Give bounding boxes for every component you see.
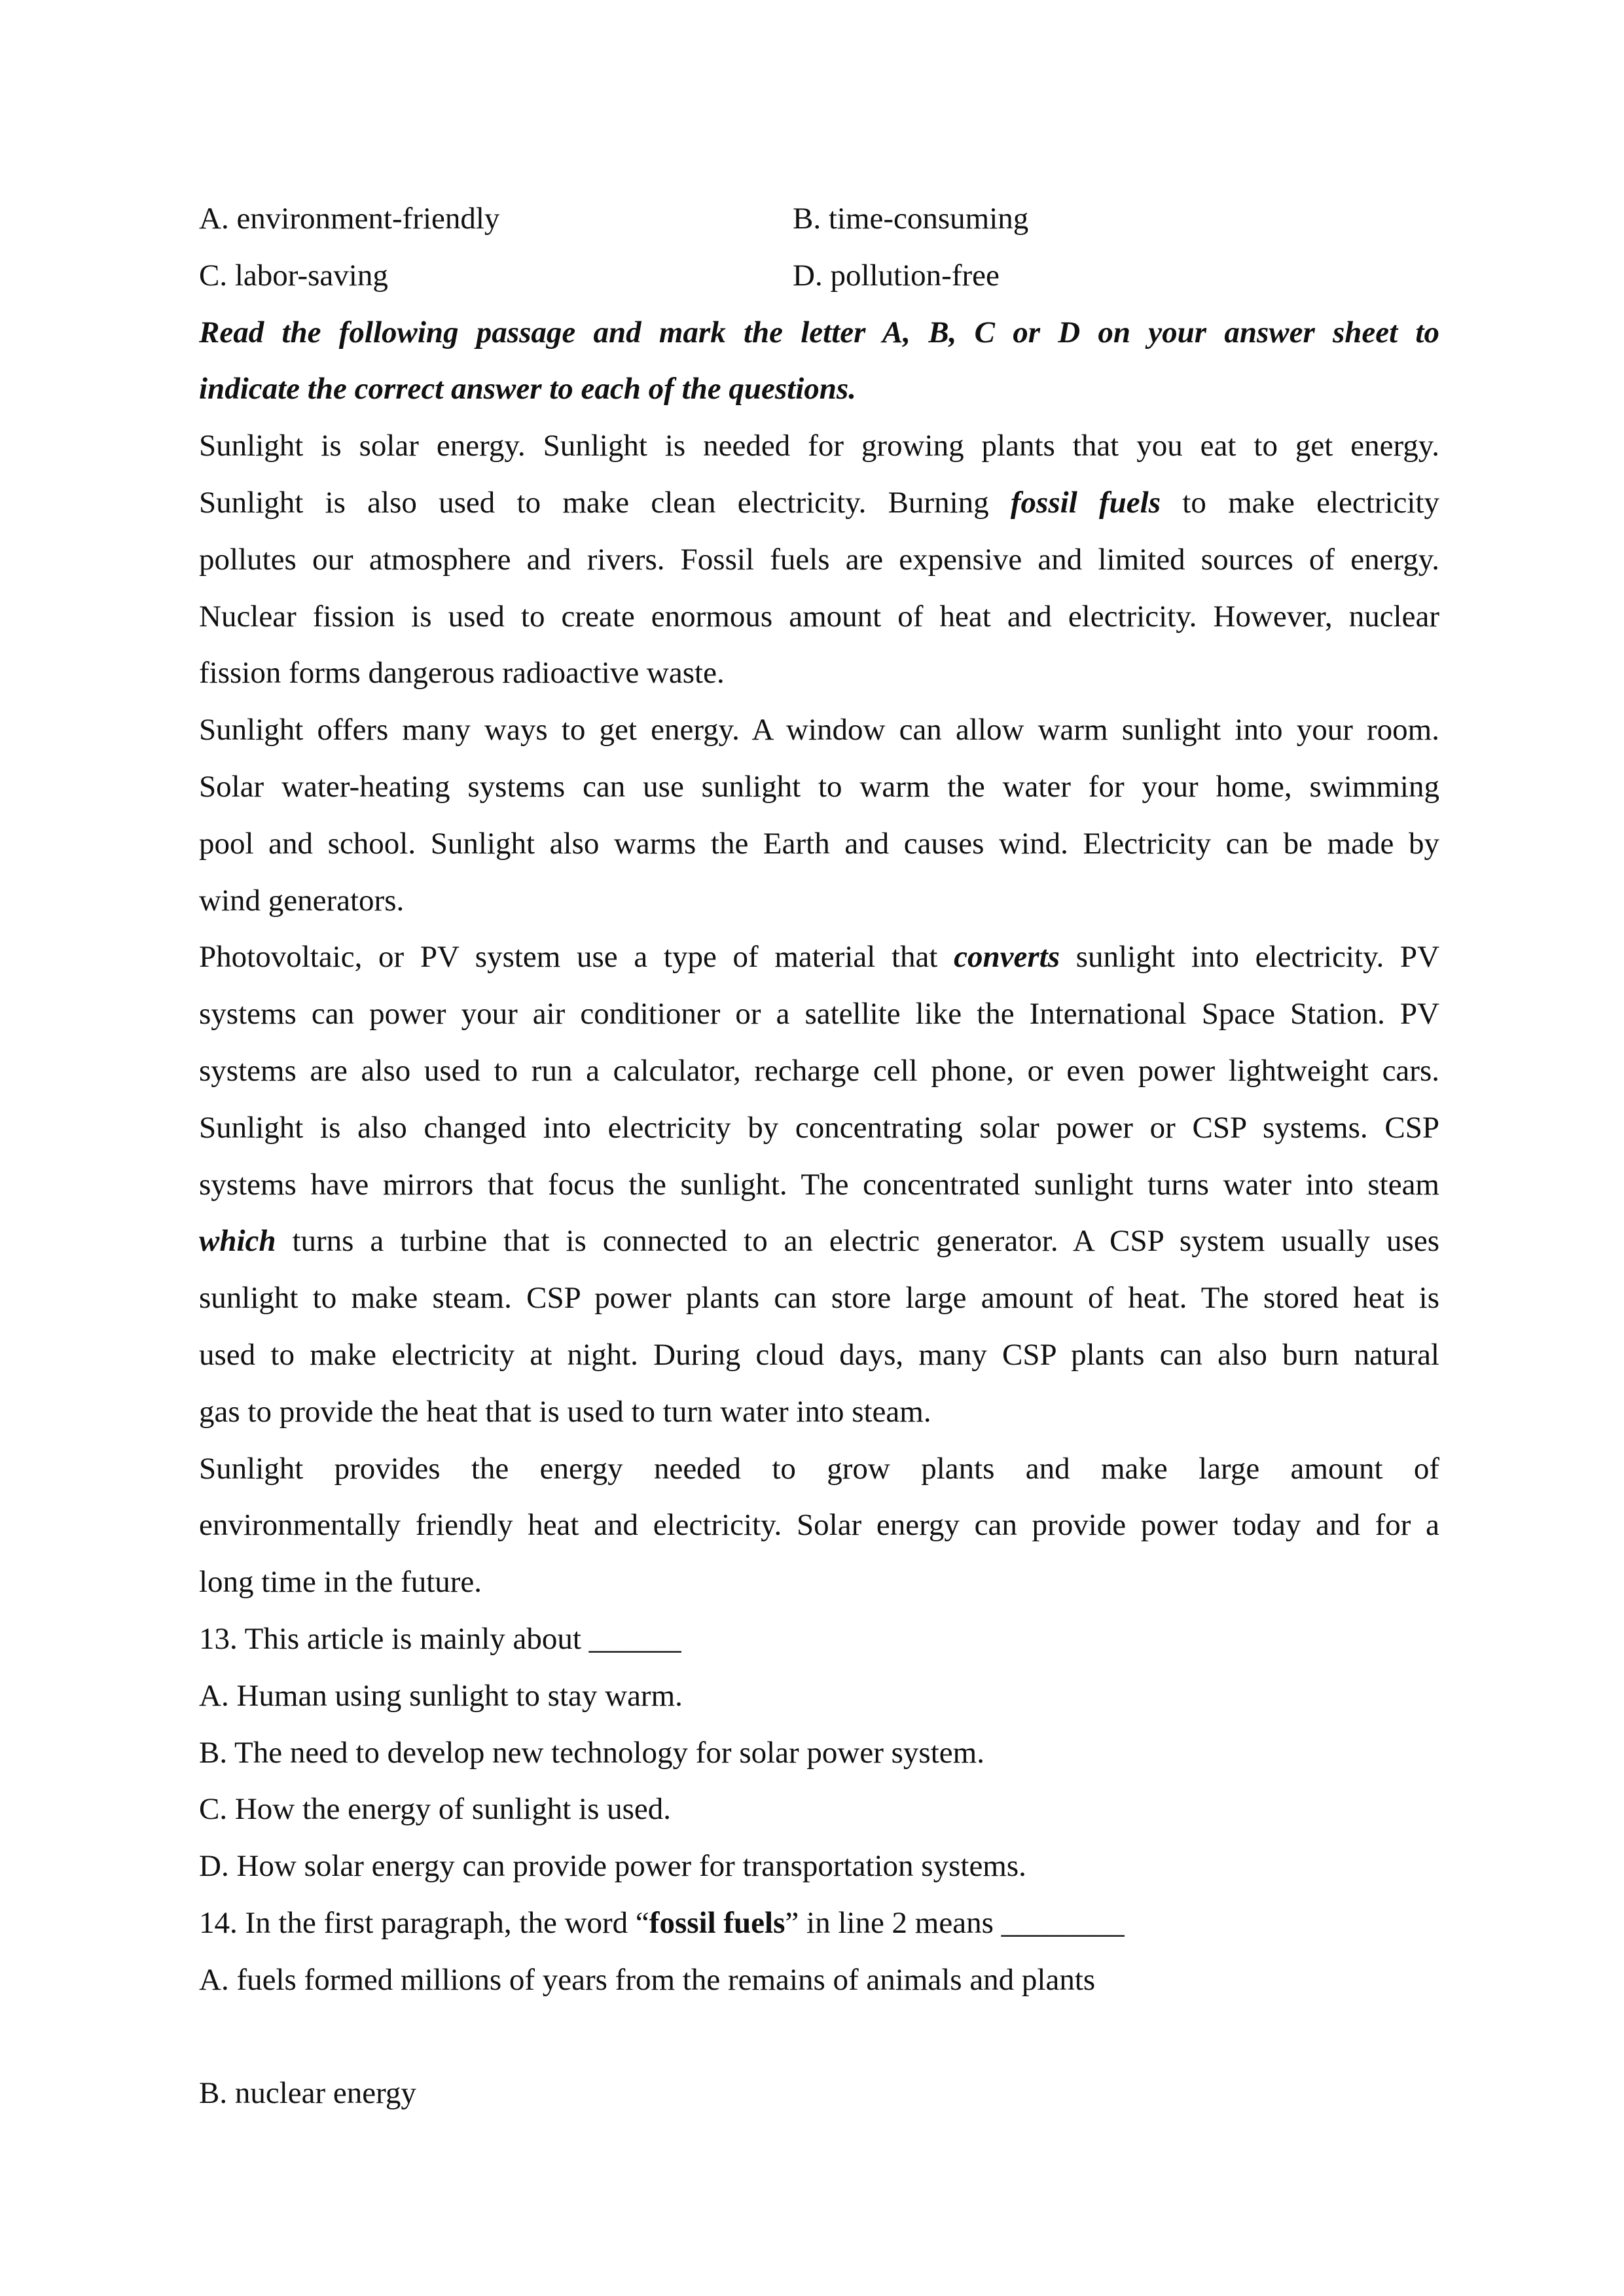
text-line	[199, 1392, 1439, 1431]
text-segment: used to make electricity at night. During cloud days, many CSP plants can also burn natural	[199, 1338, 1439, 1372]
text-line	[199, 1051, 1439, 1090]
text-segment: turns a turbine that is connected to an electric generator. A CSP system usually uses	[276, 1224, 1439, 1258]
emphasized-text: fossil fuels	[649, 1906, 785, 1940]
text-segment: to make electricity	[1161, 486, 1439, 520]
text-line	[199, 1789, 1439, 1829]
text-segment: 14. In the first paragraph, the word “	[199, 1906, 649, 1940]
text-segment: pool and school. Sunlight also warms the Earth and causes wind. Electricity can be made by	[199, 827, 1439, 861]
emphasized-text: which	[199, 1224, 276, 1258]
text-line	[199, 1278, 1439, 1318]
text-segment: Sunlight provides the energy needed to grow plants and make large amount of	[199, 1452, 1439, 1486]
text-line	[199, 653, 1439, 692]
option-row-cd	[199, 256, 1439, 295]
text-line	[199, 1676, 1439, 1715]
text-segment: B. The need to develop new technology for solar power system.	[199, 1736, 984, 1770]
text-segment: wind generators.	[199, 884, 405, 918]
text-segment: long time in the future.	[199, 1565, 482, 1599]
text-segment: Photovoltaic, or PV system use a type of material that	[199, 940, 954, 974]
text-segment: systems can power your air conditioner or a satellite like the International Space Station. PV	[199, 997, 1439, 1031]
text-line	[199, 1505, 1439, 1545]
option-d: D. pollution-free	[793, 259, 1000, 293]
text-line	[199, 540, 1439, 579]
text-line	[199, 1562, 1439, 1602]
text-segment: environmentally friendly heat and electricity. Solar energy can provide power today and for a	[199, 1508, 1439, 1542]
text-segment: Solar water-heating systems can use sunlight to warm the water for your home, swimming	[199, 770, 1439, 804]
text-segment: sunlight into electricity. PV	[1060, 940, 1440, 974]
text-segment: Sunlight is solar energy. Sunlight is needed for growing plants that you eat to get energy.	[199, 429, 1439, 463]
text-line	[199, 1960, 1439, 2000]
text-line	[199, 1335, 1439, 1374]
text-line	[199, 1619, 1439, 1659]
emphasized-text: fossil fuels	[1010, 486, 1161, 520]
text-segment: Nuclear fission is used to create enormous amount of heat and electricity. However, nuclear	[199, 600, 1439, 634]
text-segment: systems are also used to run a calculator, recharge cell phone, or even power lightweight cars.	[199, 1054, 1439, 1088]
emphasized-text: converts	[954, 940, 1060, 974]
option-a: A. environment-friendly	[199, 202, 500, 236]
text-line	[199, 483, 1439, 522]
text-line	[199, 369, 1439, 408]
text-line	[199, 767, 1439, 806]
text-line	[199, 1733, 1439, 1772]
text-segment: A. fuels formed millions of years from the remains of animals and plants	[199, 1963, 1096, 1997]
text-segment: D. How solar energy can provide power for transportation systems.	[199, 1849, 1026, 1883]
text-segment: C. How the energy of sunlight is used.	[199, 1792, 672, 1826]
text-line	[199, 994, 1439, 1033]
text-segment: fission forms dangerous radioactive waste.	[199, 656, 725, 690]
text-segment: sunlight to make steam. CSP power plants can store large amount of heat. The stored heat is	[199, 1281, 1439, 1315]
option-row-ab	[199, 199, 1439, 238]
text-line	[199, 426, 1439, 465]
option-b: B. time-consuming	[793, 202, 1029, 236]
text-line	[199, 1903, 1439, 1943]
text-segment: 13. This article is mainly about ______	[199, 1622, 681, 1656]
text-line	[199, 881, 1439, 920]
text-segment: B. nuclear energy	[199, 2076, 416, 2110]
text-line	[199, 710, 1439, 749]
text-segment: ” in line 2 means ________	[785, 1906, 1125, 1940]
text-line	[199, 1846, 1439, 1886]
emphasized-text: Read the following passage and mark the letter A, B, C or D on your answer sheet to	[199, 315, 1439, 350]
option-c: C. labor-saving	[199, 259, 388, 293]
emphasized-text: indicate the correct answer to each of the questions.	[199, 372, 856, 406]
text-line	[199, 1165, 1439, 1204]
text-segment: systems have mirrors that focus the sunlight. The concentrated sunlight turns water into steam	[199, 1168, 1439, 1202]
text-segment: pollutes our atmosphere and rivers. Fossil fuels are expensive and limited sources of energy.	[199, 543, 1439, 577]
text-segment: gas to provide the heat that is used to turn water into steam.	[199, 1395, 931, 1429]
text-line	[199, 313, 1439, 352]
text-segment: Sunlight offers many ways to get energy. A window can allow warm sunlight into your room.	[199, 713, 1439, 747]
text-line	[199, 824, 1439, 863]
text-line	[199, 937, 1439, 977]
text-segment: Sunlight is also changed into electricity by concentrating solar power or CSP systems. CSP	[199, 1111, 1439, 1145]
text-line	[199, 597, 1439, 636]
text-segment: A. Human using sunlight to stay warm.	[199, 1679, 683, 1713]
text-line	[199, 1108, 1439, 1147]
text-line	[199, 1449, 1439, 1488]
text-segment: Sunlight is also used to make clean electricity. Burning	[199, 486, 1011, 520]
text-line	[199, 2073, 1439, 2113]
text-line	[199, 1221, 1439, 1261]
